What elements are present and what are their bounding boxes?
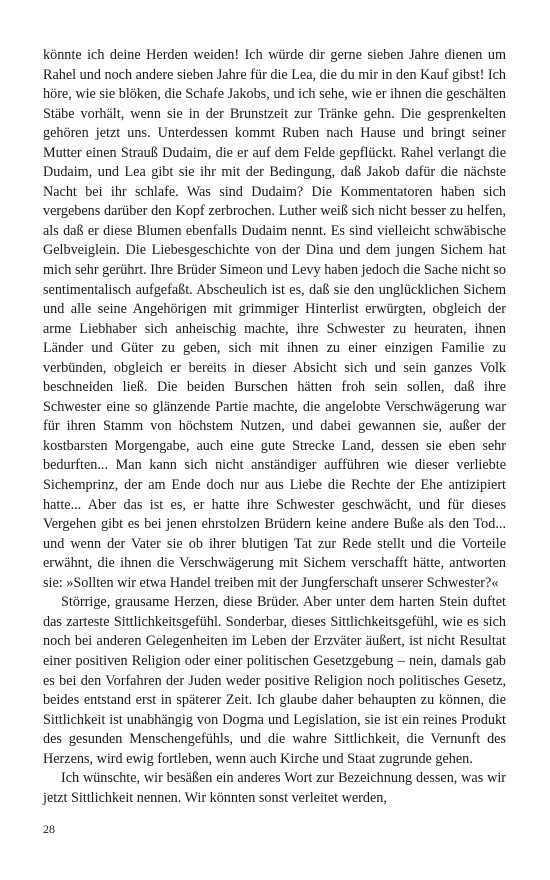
body-text [43,46,506,808]
paragraph-1: könnte ich deine Herden weiden! Ich würde dir gerne sieben Jahre dienen um Rahel und noch andere sieben Jahre für die Lea, die du mir in den Kauf gibst! Ich höre, wie sie blöken, die Schafe Jakobs, und ich sehe, wie er ihnen die geschälten Stäbe vorhält, wenn sie in der Brunstzeit zur Tränke gehn. Die gesprenkelten gehören jetzt uns. Unterdessen kommt Ruben nach Hause und bringt seiner Mutter einen Strauß Dudaim, die er auf dem Felde gepflückt. Rahel verlangt die Dudaim, und Lea gibt sie ihr mit der Bedingung, daß Jakob dafür die nächste Nacht bei ihr schlafe. Was sind Dudaim? Die Kommentatoren haben sich vergebens darüber den Kopf zerbrochen. Luther weiß sich nicht besser zu helfen, als daß er diese Blumen ebenfalls Dudaim nennt. Es sind vielleicht schwäbische Gelbveiglein. Die Liebesgeschichte von der Dina und dem jungen Sichem hat mich sehr gerührt. Ihre Brüder Simeon und Levy haben jedoch die Sache nicht so sentimentalisch aufgefaßt. Abscheulich ist es, daß sie den unglücklichen Sichem und alle seine Angehörigen mit grimmiger Hinterlist erwürgten, obgleich der arme Liebhaber sich anheischig machte, ihre Schwester zu heuraten, ihnen Länder und Güter zu geben, sich mit ihnen zu einer einzigen Familie zu verbünden, obgleich er bereits in dieser Absicht sich und sein ganzes Volk beschneiden ließ. Die beiden Burschen hätten froh sein sollen, daß ihre Schwester eine so glänzende Partie machte, die angelobte Verschwägerung war für ihren Stamm von höchstem Nutzen, und dabei gewannen sie, außer der kostbarsten Morgengabe, auch eine gute Strecke Land, dessen sie eben sehr bedurften... Man kann sich nicht anständiger aufführen wie dieser verliebte Sichemprinz, der am Ende doch nur aus Liebe die Rechte der Ehe antizipiert hatte... Aber das ist es, er hatte ihre Schwester geschwächt, und für dieses Vergehen gibt es bei jenen ehrstolzen Brüdern keine andere Buße als den Tod... und wenn der Vater sie ob ihrer blutigen Tat zur Rede stellt und die Vorteile erwähnt, die ihnen die Verschwägerung mit Sichem verschafft hätte, antworten sie: »Sollten wir etwa Handel treiben mit der Jungferschaft unserer Schwester?« [43,47,506,591]
paragraph-3: Ich wünschte, wir besäßen ein anderes Wort zur Bezeichnung dessen, was wir jetzt Sittlichkeit nennen. Wir könnten sonst verleitet werden, [43,770,506,806]
page-number: 28 [43,822,55,836]
paragraph-2: Störrige, grausame Herzen, diese Brüder. Aber unter dem harten Stein duftet das zarteste Sittlichkeitsgefühl. Sonderbar, dieses Sittlichkeitsgefühl, wie es sich noch bei anderen Gelegenheiten im Leben der Erzväter äußert, ist nicht Resultat einer positiven Religion oder einer politischen Gesetzgebung – nein, damals gab es bei den Vorfahren der Juden weder positive Religion noch politisches Gesetz, beides entstand erst in späterer Zeit. Ich glaube daher behaupten zu können, die Sittlichkeit ist unabhängig von Dogma und Legislation, sie ist ein reines Produkt des gesunden Menschengefühls, und die wahre Sittlichkeit, die Vernunft des Herzens, wird ewig fortleben, wenn auch Kirche und Staat zugrunde gehen. [43,594,506,767]
